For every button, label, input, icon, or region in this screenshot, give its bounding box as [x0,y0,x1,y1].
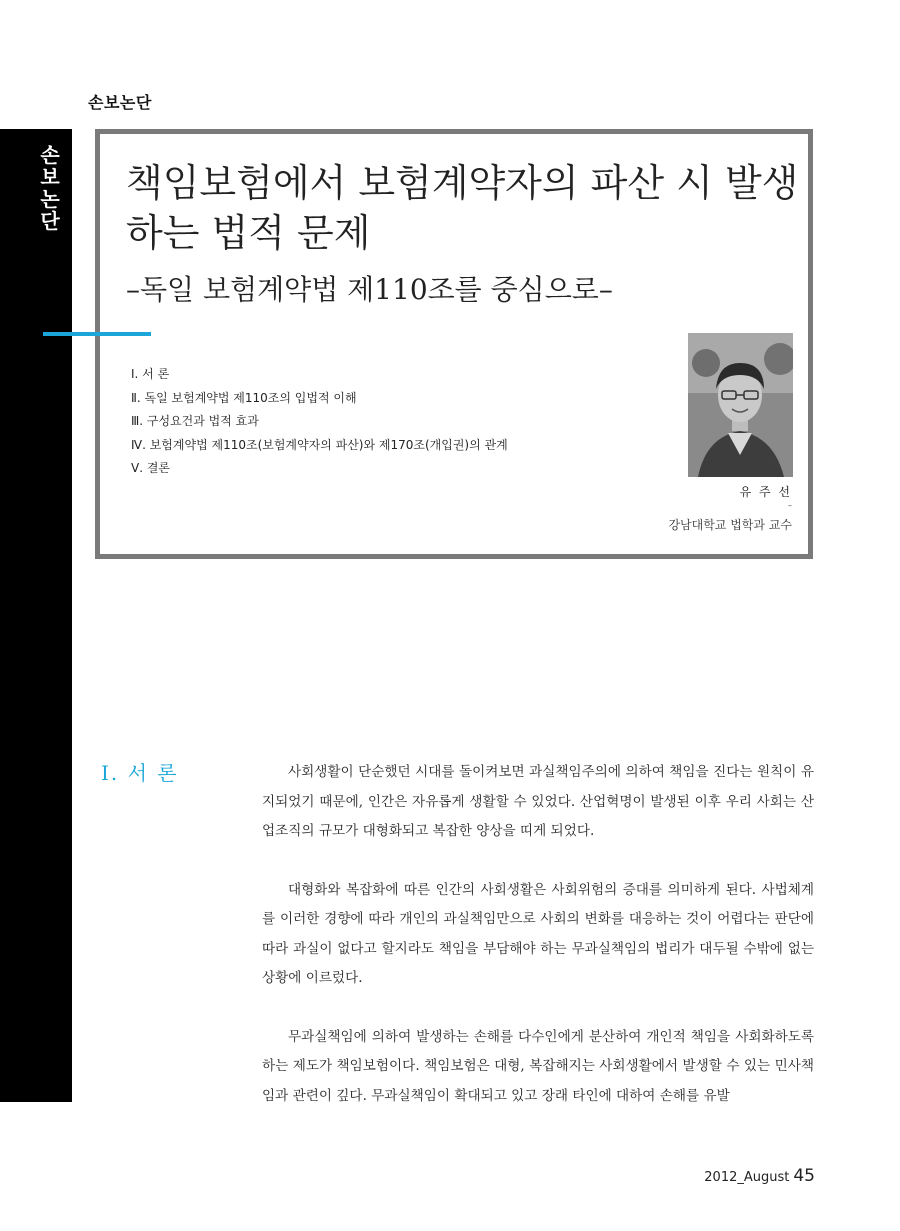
article-body [262,758,814,1140]
section-heading-intro: Ⅰ. 서 론 [101,761,179,785]
toc-item[interactable]: Ⅱ. 독일 보험계약법 제110조의 입법적 이해 [131,390,357,405]
page-footer [704,1166,815,1186]
toc-item[interactable]: Ⅰ. 서 론 [131,367,170,381]
toc-item[interactable]: Ⅳ. 보험계약법 제110조(보험계약자의 파산)와 제170조(개입권)의 관계 [131,437,508,452]
toc-item[interactable]: Ⅴ. 결론 [131,461,171,475]
author-portrait-icon [688,333,793,477]
author-dash: – [788,501,792,510]
issue-label: 2012_August [704,1170,790,1185]
side-tab-char: 보 [40,165,60,189]
side-tab-char: 단 [40,209,60,233]
accent-divider [43,332,151,336]
page-number: 45 [793,1166,815,1186]
body-paragraph: 사회생활이 단순했던 시대를 돌이켜보면 과실책임주의에 의하여 책임을 진다는 원칙이 유지되었기 때문에, 인간은 자유롭게 생활할 수 있었다. 산업혁명이 발생된 이후 우리 사회는 산업조직의 규모가 대형화되고 복잡한 양상을 띠게 되었다. [262,764,814,839]
article-subtitle: –독일 보험계약법 제110조를 중심으로– [126,273,613,306]
table-of-contents [131,363,508,481]
section-label: 손보논단 [88,93,152,112]
side-tab-char: 손 [40,143,60,167]
author-photo [688,333,793,477]
toc-item[interactable]: Ⅲ. 구성요건과 법적 효과 [131,414,259,428]
side-tab-char: 논 [40,187,60,211]
body-paragraph: 무과실책임에 의하여 발생하는 손해를 다수인에게 분산하여 개인적 책임을 사회화하도록 하는 제도가 책임보험이다. 책임보험은 대형, 복잡해지는 사회생활에서 발생할 수 있는 민사책임과 관련이 깊다. 무과실책임이 확대되고 있고 장래 타인에 대하여 손해를 유발 [262,1028,814,1104]
body-paragraph: 대형화와 복잡화에 따른 인간의 사회생활은 사회위험의 증대를 의미하게 된다. 사법체계를 이러한 경향에 따라 개인의 과실책임만으로 사회의 변화를 대응하는 것이 어렵다는 판단에 따라 과실이 없다고 할지라도 책임을 부담해야 하는 무과실책임의 법리가 대두될 수밖에 없는 상황에 이르렀다. [262,881,814,986]
article-title: 책임보험에서 보험계약자의 파산 시 발생하는 법적 문제 [126,161,799,255]
side-tab-label [38,144,62,232]
author-name: 유 주 선 [739,485,792,499]
side-tab-bar [0,129,72,1102]
author-affiliation: 강남대학교 법학과 교수 [668,518,792,532]
